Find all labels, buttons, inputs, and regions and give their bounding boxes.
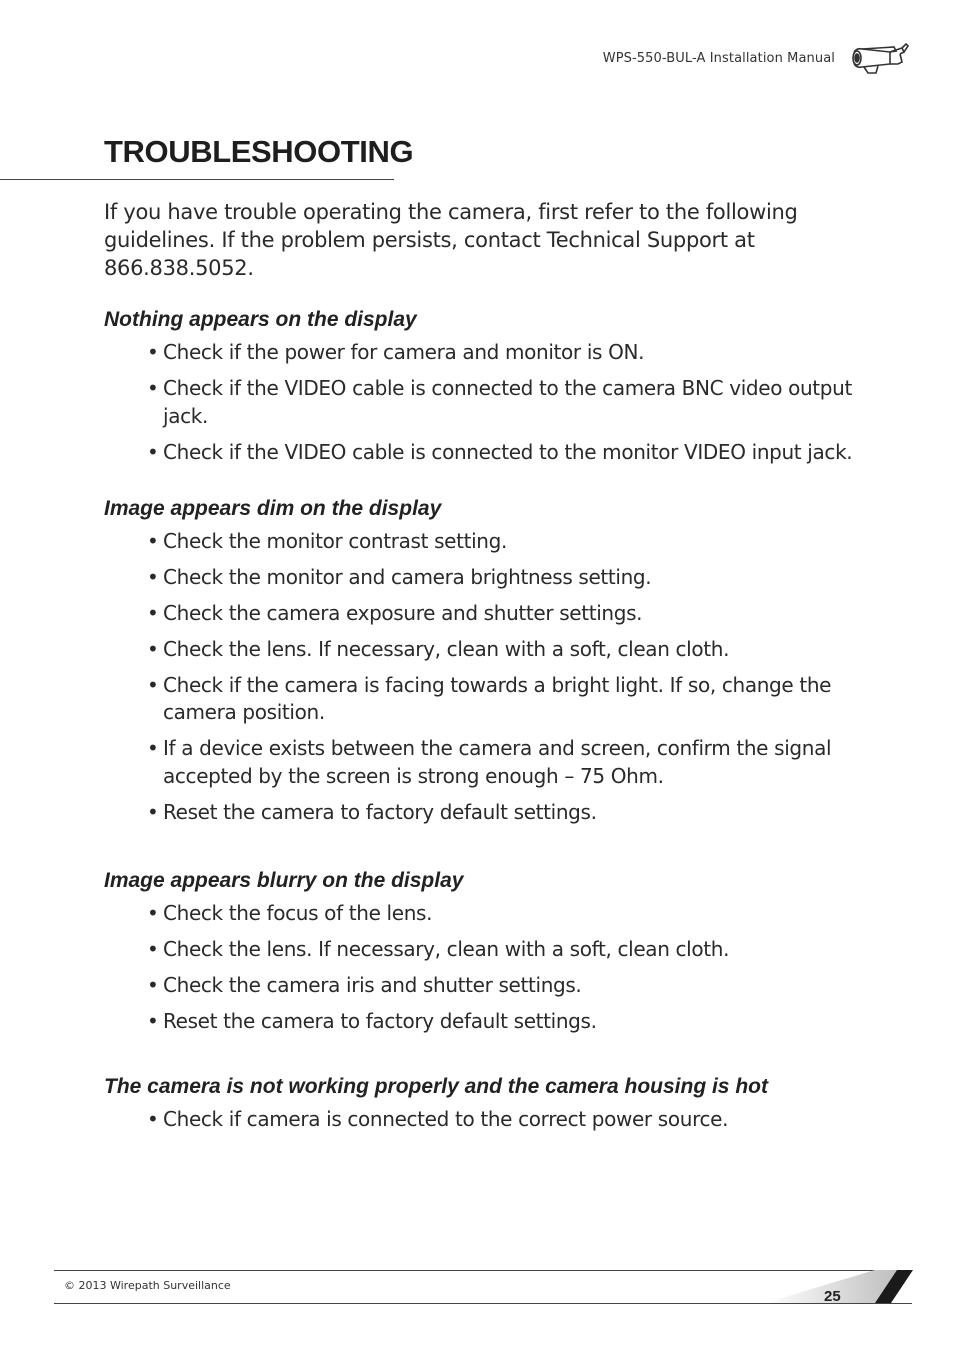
bullet-list xyxy=(104,900,884,1036)
page-number: 25 xyxy=(824,1288,841,1305)
list-item: • Check the monitor contrast setting. xyxy=(147,528,884,556)
list-item: • Check if the camera is facing towards a bright light. If so, change the camera position. xyxy=(147,672,884,727)
bullet-list xyxy=(104,339,884,466)
section-housing-hot xyxy=(104,1069,884,1134)
bullet-list xyxy=(104,1106,884,1134)
bullet-camera-icon xyxy=(850,40,910,76)
list-item: • Check the lens. If necessary, clean with a soft, clean cloth. xyxy=(147,936,884,964)
manual-header-title: WPS-550-BUL-A Installation Manual xyxy=(602,51,835,66)
section-heading: Image appears dim on the display xyxy=(104,496,442,520)
page-title: TROUBLESHOOTING xyxy=(104,134,414,169)
list-item: • Check the lens. If necessary, clean with a soft, clean cloth. xyxy=(147,636,884,664)
footer-copyright: © 2013 Wirepath Surveillance xyxy=(64,1279,231,1292)
list-item: • Check if camera is connected to the correct power source. xyxy=(147,1106,884,1134)
section-image-dim xyxy=(104,491,884,827)
list-item: • If a device exists between the camera and screen, confirm the signal accepted by the screen is strong enough – 75 Ohm. xyxy=(147,735,884,790)
list-item: • Check if the power for camera and monitor is ON. xyxy=(147,339,884,367)
list-item: • Check the camera exposure and shutter settings. xyxy=(147,600,884,628)
list-item: • Reset the camera to factory default settings. xyxy=(147,1008,884,1036)
intro-paragraph: If you have trouble operating the camera, first refer to the following guidelines. If the problem persists, contact Technical Support at 866.838.5052. xyxy=(104,200,798,280)
troubleshooting-content xyxy=(104,302,884,1142)
title-underline xyxy=(0,179,394,180)
list-item: • Check the monitor and camera brightness setting. xyxy=(147,564,884,592)
section-no-display xyxy=(104,302,884,466)
section-image-blurry xyxy=(104,863,884,1036)
section-heading: Image appears blurry on the display xyxy=(104,868,464,892)
bullet-list xyxy=(104,528,884,827)
section-heading: Nothing appears on the display xyxy=(104,308,417,331)
list-item: • Reset the camera to factory default settings. xyxy=(147,799,884,827)
list-item: • Check the camera iris and shutter settings. xyxy=(147,972,884,1000)
list-item: • Check if the VIDEO cable is connected to the monitor VIDEO input jack. xyxy=(147,439,884,467)
section-heading: The camera is not working properly and the camera housing is hot xyxy=(104,1074,768,1098)
list-item: • Check the focus of the lens. xyxy=(147,900,884,928)
list-item: • Check if the VIDEO cable is connected to the camera BNC video output jack. xyxy=(147,375,884,430)
